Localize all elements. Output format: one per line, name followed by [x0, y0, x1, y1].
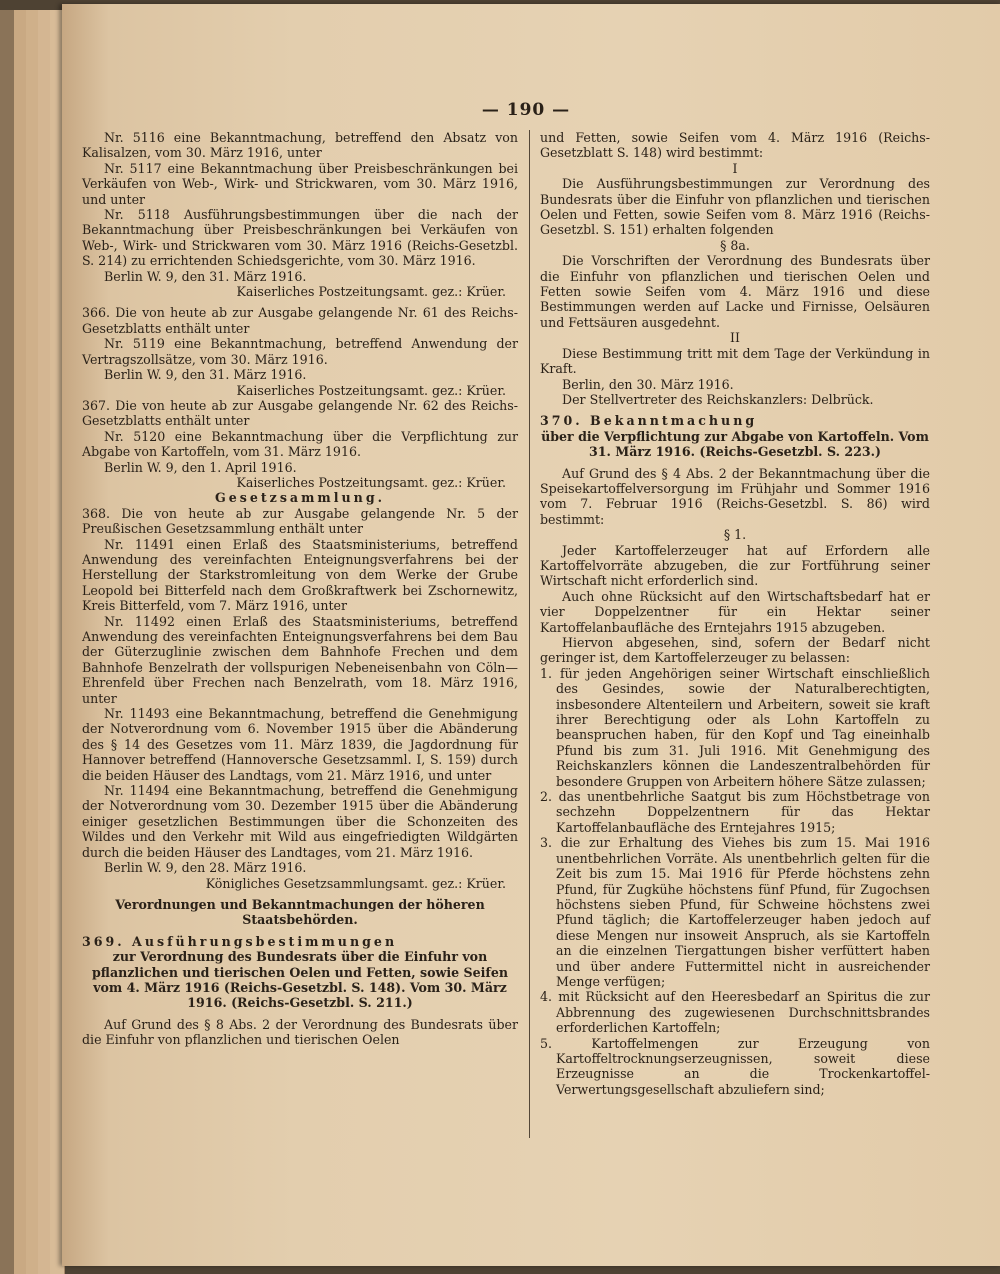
section-number: § 8a.: [720, 237, 750, 253]
paragraph: 367. Die von heute ab zur Ausgabe gelangende Nr. 62 des Reichs-Gesetzblatts enthält unter: [82, 397, 518, 429]
right-column: [540, 130, 930, 1097]
document-subheading: zur Verordnung des Bundesrats über die Einfuhr von pflanzlichen und tierischen Oelen und Fetten, sowie Seifen vom 4. März 1916 (Reichs-Gesetzbl. S. 148). Vom 30. März 1916. (Reichs-Gesetzbl. S. 211.): [91, 949, 509, 1011]
paragraph: Nr. 5116 eine Bekanntmachung, betreffend den Absatz von Kalisalzen, vom 30. März 1916, unter: [82, 130, 518, 161]
paragraph: Diese Bestimmung tritt mit dem Tage der Verkündung in Kraft.: [540, 345, 930, 377]
list-item: 2. das unentbehrliche Saatgut bis zum Höchstbetrage von sechzehn Doppelzentnern für das Hektar Kartoffelanbaufläche des Erntejahres 1915;: [540, 789, 930, 835]
paragraph: Nr. 11493 eine Bekanntmachung, betreffend die Genehmigung der Notverordnung vom 6. November 1915 über die Abänderung des § 14 des Gesetzes vom 11. März 1839, die Jagdordnung für Hannover betreffend (Hannoversche Gesetzsamml. I, S. 159) durch die beiden Häuser des Landtags, vom 21. März 1916, und unter: [82, 706, 518, 783]
paragraph: Nr. 5119 eine Bekanntmachung, betreffend Anwendung der Vertragszollsätze, vom 30. März 1916.: [82, 336, 518, 367]
paragraph: Nr. 11494 eine Bekanntmachung, betreffend die Genehmigung der Notverordnung vom 30. Dezember 1915 über die Abänderung einiger gesetzlichen Bestimmungen über die Schonzeiten des Wildes und den Verkehr mit Wild aus eingefriedigten Wildgärten durch die beiden Häuser des Landtages, vom 21. März 1916.: [82, 783, 518, 860]
paragraph: Nr. 5120 eine Bekanntmachung über die Verpflichtung zur Abgabe von Kartoffeln, vom 31. März 1916.: [82, 428, 518, 460]
place-date: Berlin W. 9, den 31. März 1916.: [104, 367, 307, 383]
section-heading: Gesetzsammlung.: [214, 490, 386, 506]
paragraph: 368. Die von heute ab zur Ausgabe gelangende Nr. 5 der Preußischen Gesetzsammlung enthält unter: [82, 505, 518, 537]
paragraph: Auf Grund des § 8 Abs. 2 der Verordnung des Bundesrats über die Einfuhr von pflanzlichen und tierischen Oelen: [82, 1016, 518, 1048]
left-column: [82, 130, 518, 1048]
place-date: Berlin W. 9, den 28. März 1916.: [104, 860, 307, 876]
paragraph: Nr. 5118 Ausführungsbestimmungen über die nach der Bekanntmachung über Preisbeschränkungen bei Verkäufen von Web-, Wirk- und Strickwaren vom 30. März 1916 (Reichs-Gesetzbl. S. 214) zu errichtenden Schiedsgerichte, vom 30. März 1916.: [82, 207, 518, 269]
page-number: — 190 —: [481, 100, 571, 120]
paragraph: 366. Die von heute ab zur Ausgabe gelangende Nr. 61 des Reichs-Gesetzblatts enthält unter: [82, 305, 518, 336]
paragraph: Die Vorschriften der Verordnung des Bundesrats über die Einfuhr von pflanzlichen und tierischen Oelen und Fetten sowie Seifen vom 4. März 1916 und diese Bestimmungen werden auf Lacke und Firnisse, Oelsäuren und Fettsäuren ausgedehnt.: [540, 253, 930, 330]
section-number: I: [732, 160, 738, 176]
paragraph: Nr. 11492 einen Erlaß des Staatsministeriums, betreffend Anwendung des vereinfachten Enteignungsverfahrens bei dem Bau der Güterzuglinie zwischen dem Bahnhofe Frechen und dem Bahnhofe Benzelrath der vollspurigen Nebeneisenbahn von Cöln—Ehrenfeld über Frechen nach Benzelrath, vom 18. März 1916, unter: [82, 613, 518, 706]
section-number: II: [730, 330, 740, 346]
paragraph: und Fetten, sowie Seifen vom 4. März 1916 (Reichs-Gesetzblatt S. 148) wird bestimmt:: [540, 130, 930, 161]
signature-line: Kaiserliches Postzeitungsamt. gez.: Krüer.: [236, 284, 506, 300]
column-divider: [529, 130, 530, 1138]
paragraph: Die Ausführungsbestimmungen zur Verordnung des Bundesrats über die Einfuhr von pflanzlichen und tierischen Oelen und Fetten, sowie Seifen vom 8. März 1916 (Reichs-Gesetzbl. S. 151) erhalten folgenden: [540, 176, 930, 238]
section-heading: Verordnungen und Bekanntmachungen der höheren Staatsbehörden.: [115, 896, 485, 928]
place-date: Berlin W. 9, den 31. März 1916.: [104, 268, 307, 284]
document-subheading: über die Verpflichtung zur Abgabe von Kartoffeln. Vom 31. März 1916. (Reichs-Gesetzbl. S. 223.): [541, 428, 929, 460]
list-item: 4. mit Rücksicht auf den Heeresbedarf an Spiritus die zur Abbrennung des zugewiesenen Durchschnittsbrandes erforderlichen Kartoffeln;: [540, 989, 930, 1036]
signature-line: Königliches Gesetzsammlungsamt. gez.: Krüer.: [205, 875, 506, 891]
paragraph: Nr. 11491 einen Erlaß des Staatsministeriums, betreffend Anwendung des vereinfachten Enteignungsverfahrens bei der Herstellung der Starkstromleitung von dem Werke der Grube Leopold bei Bitterfeld nach dem Großkraftwerk bei Zschornewitz, Kreis Bitterfeld, vom 7. März 1916, unter: [82, 536, 518, 614]
signature-line: Kaiserliches Postzeitungsamt. gez.: Krüer.: [236, 474, 506, 490]
paragraph: Nr. 5117 eine Bekanntmachung über Preisbeschränkungen bei Verkäufen von Web-, Wirk- und Strickwaren, vom 30. März 1916, und unter: [82, 160, 518, 207]
place-date: Berlin, den 30. März 1916.: [562, 376, 734, 392]
list-item: 1. für jeden Angehörigen seiner Wirtschaft einschließlich des Gesindes, sowie der Naturalberechtigten, insbesondere Altenteilern und Arbeitern, soweit sie kraft ihrer Berechtigung oder als Lohn Kartoffeln zu beanspruchen haben, für den Kopf und Tag eineinhalb Pfund bis zum 31. Juli 1916. Mit Genehmigung des Reichskanzlers können die Landeszentralbehörden für besondere Gruppen von Arbeitern höhere Sätze zulassen;: [540, 665, 930, 789]
section-number: § 1.: [723, 527, 747, 543]
document-heading: 370. Bekanntmachung: [540, 413, 758, 429]
book-edge: [0, 10, 15, 1274]
paragraph: Jeder Kartoffelerzeuger hat auf Erfordern alle Kartoffelvorräte abzugeben, die zur Fortführung seiner Wirtschaft nicht erforderlich sind.: [540, 542, 930, 589]
signature-line: Kaiserliches Postzeitungsamt. gez.: Krüer.: [236, 382, 506, 398]
place-date: Berlin W. 9, den 1. April 1916.: [104, 459, 297, 475]
paragraph: Auf Grund des § 4 Abs. 2 der Bekanntmachung über die Speisekartoffelversorgung im Frühjahr und Sommer 1916 vom 7. Februar 1916 (Reichs-Gesetzbl. S. 86) wird bestimmt:: [540, 465, 930, 527]
paragraph: Auch ohne Rücksicht auf den Wirtschaftsbedarf hat er vier Doppelzentner für ein Hektar seiner Kartoffelanbaufläche des Erntejahrs 1915 abzugeben.: [540, 588, 930, 635]
list-item: 3. die zur Erhaltung des Viehes bis zum 15. Mai 1916 unentbehrlichen Vorräte. Als unentbehrlich gelten für die Zeit bis zum 15. Mai 1916 für Pferde höchstens zehn Pfund, für Zugkühe höchstens fünf Pfund, für Zugochsen höchstens sieben Pfund, für Schweine höchstens zwei Pfund täglich; die Kartoffelerzeuger haben jedoch auf diese Mengen nur insoweit Anspruch, als sie Kartoffeln an die einzelnen Tiergattungen bisher verfüttert haben und über andere Futtermittel nicht in ausreichender Menge verfügen;: [540, 835, 930, 989]
signature-line: Der Stellvertreter des Reichskanzlers: Delbrück.: [562, 391, 874, 407]
list-item: 5. Kartoffelmengen zur Erzeugung von Kartoffeltrocknungserzeugnissen, soweit diese Erzeugnisse an die Trockenkartoffel-Verwertungsgesellschaft abzuliefern sind;: [540, 1035, 930, 1097]
numbered-list: [540, 666, 930, 1097]
document-heading: 369. Ausführungsbestimmungen: [82, 933, 398, 949]
paragraph: Hiervon abgesehen, sind, sofern der Bedarf nicht geringer ist, dem Kartoffelerzeuger zu belassen:: [540, 635, 930, 666]
